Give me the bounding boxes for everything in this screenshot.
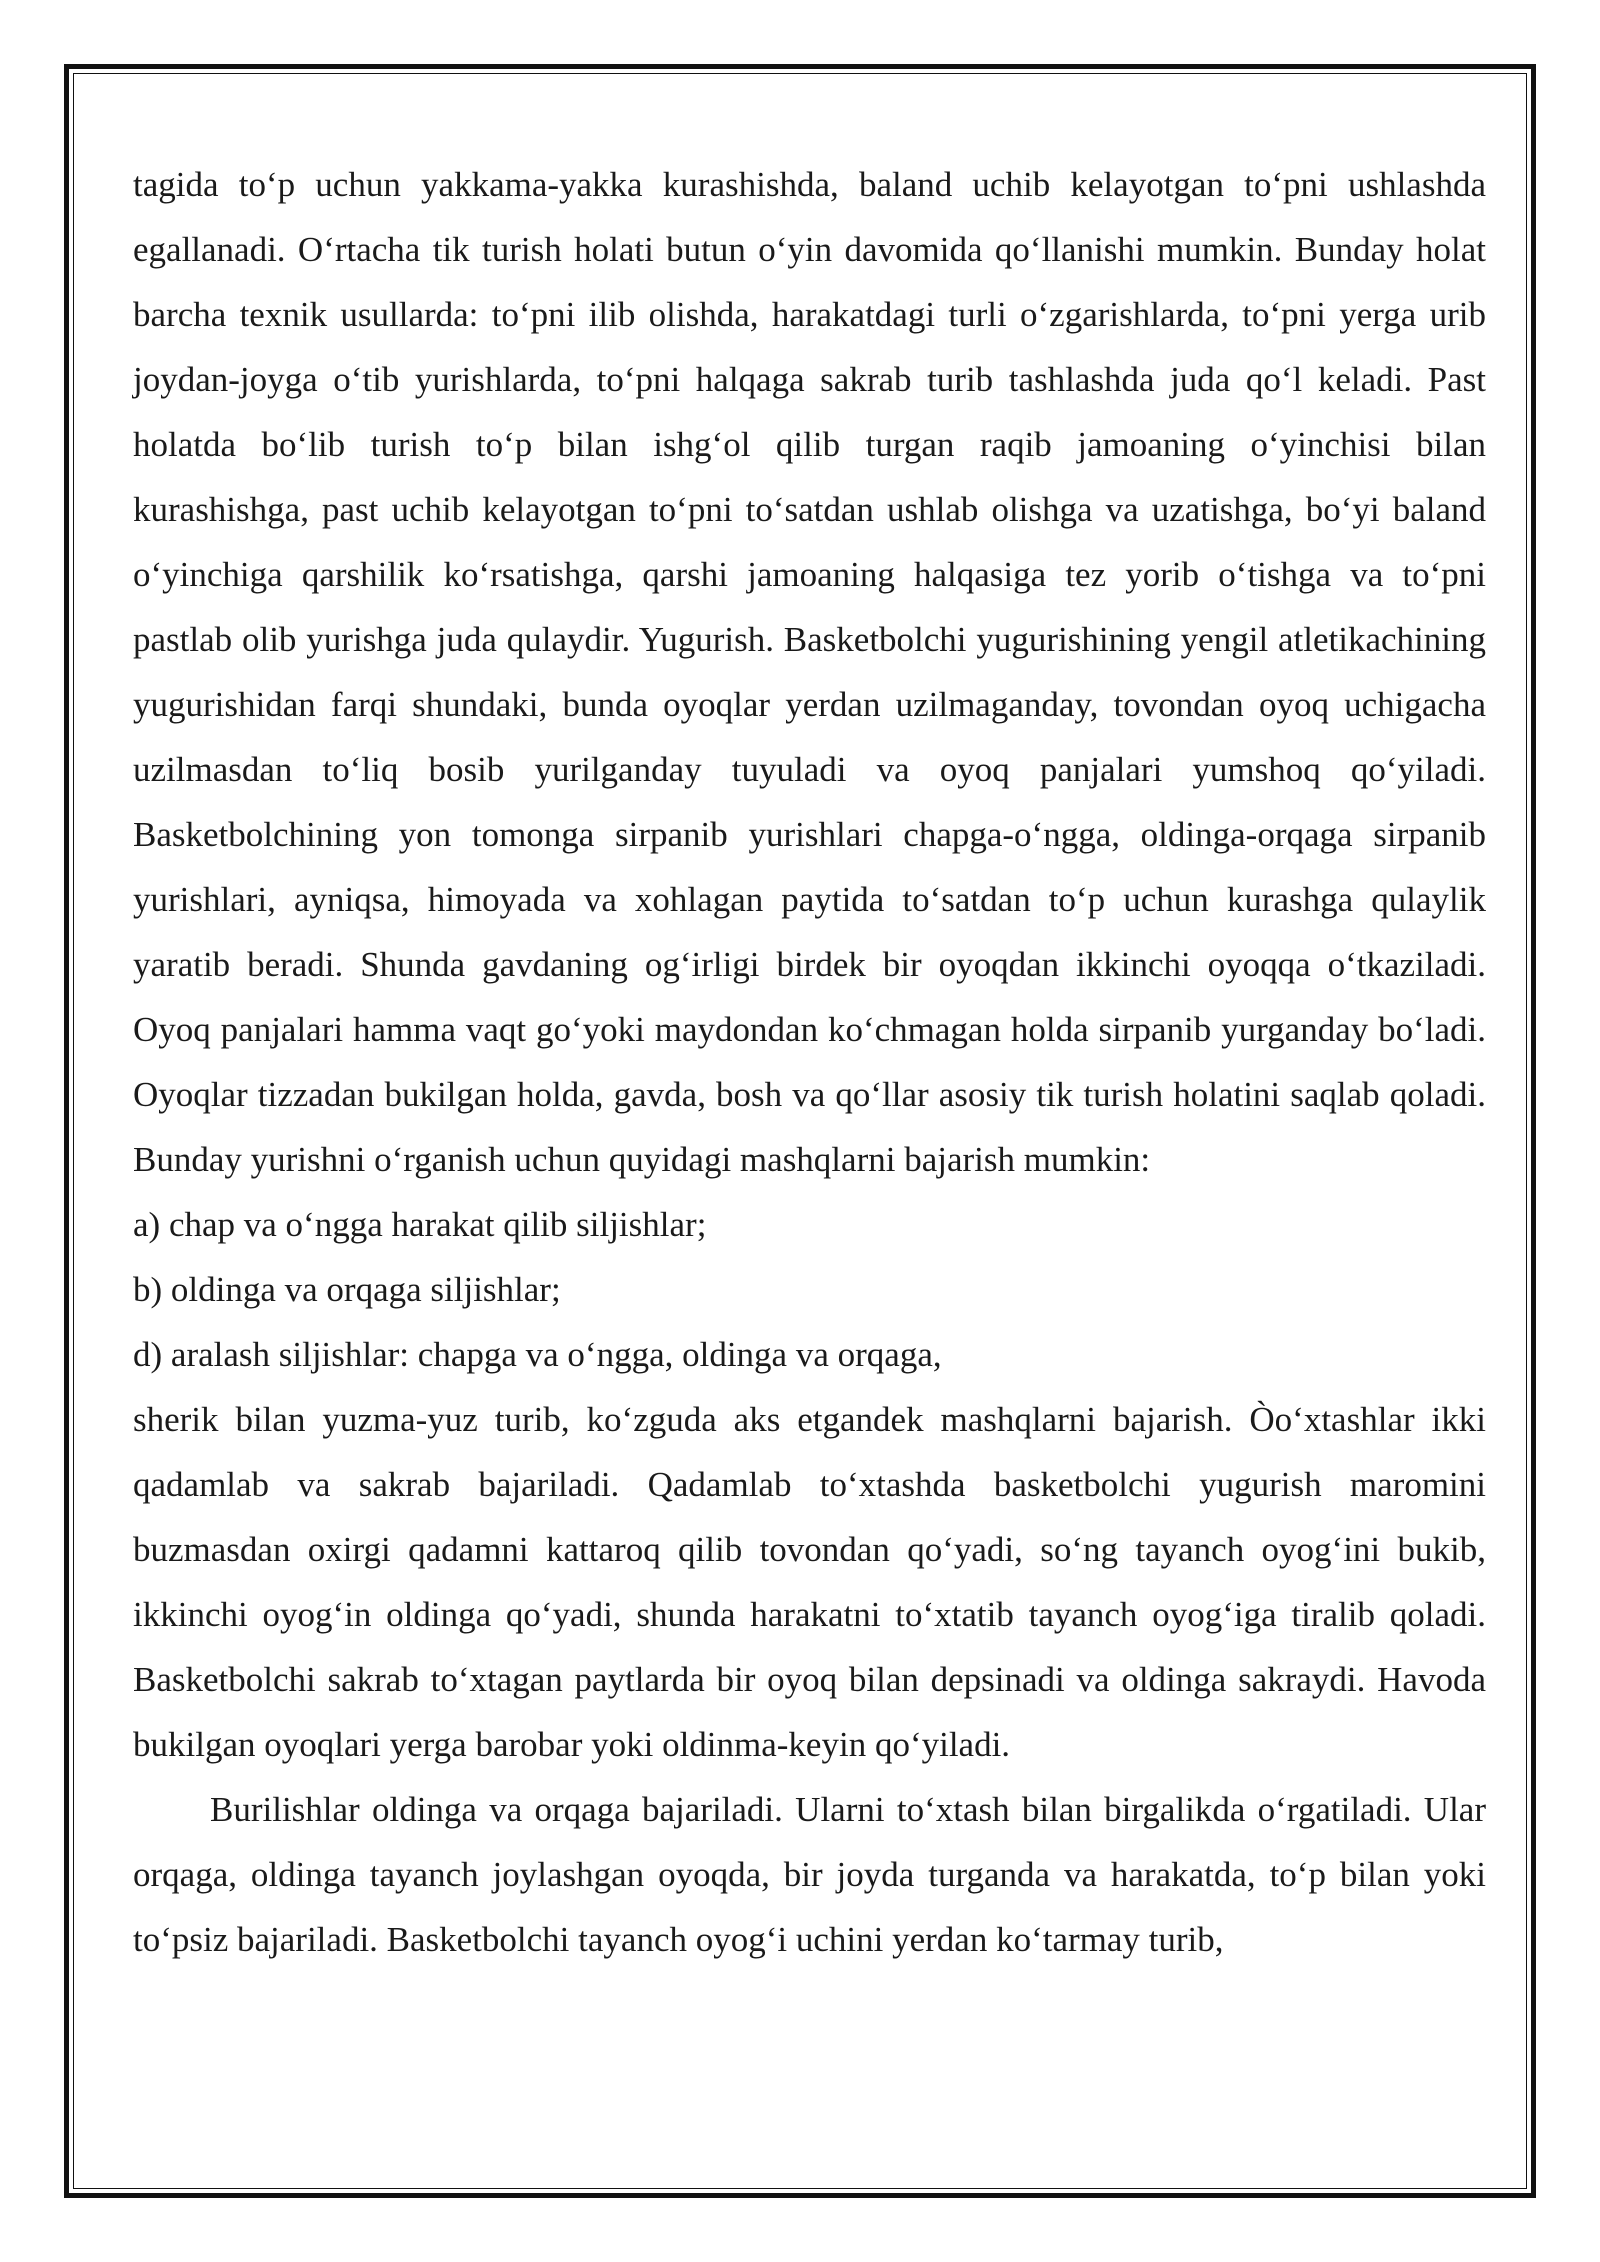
document-body <box>133 152 1486 1972</box>
list-item-b: b) oldinga va orqaga siljishlar; <box>133 1270 561 1309</box>
paragraph-turns: Burilishlar oldinga va orqaga bajariladi. Ularni to‘xtash bilan birgalikda o‘rgatiladi. Ular orqaga, oldinga tayanch joylashgan oyoqda, bir joyda turganda va harakatda, to‘p bilan yoki to‘psiz bajariladi. Basketbolchi tayanch oyog‘i uchini yerdan ko‘tarmay turib, <box>133 1790 1486 1959</box>
paragraph-stance-and-running: tagida to‘p uchun yakkama-yakka kurashishda, baland uchib kelayotgan to‘pni ushlashda egallanadi. O‘rtacha tik turish holati butun o‘yin davomida qo‘llanishi mumkin. Bunday holat barcha texnik usullarda: to‘pni ilib olishda, harakatdagi turli o‘zgarishlarda, to‘pni yerga urib joydan-joyga o‘tib yurishlarda, to‘pni halqaga sakrab turib tashlashda juda qo‘l keladi. Past holatda bo‘lib turish to‘p bilan ishg‘ol qilib turgan raqib jamoaning o‘yinchisi bilan kurashishga, past uchib kelayotgan to‘pni to‘satdan ushlab olishga va uzatishga, bo‘yi baland o‘yinchiga qarshilik ko‘rsatishga, qarshi jamoaning halqasiga tez yorib o‘tishga va to‘pni pastlab olib yurishga juda qulaydir. Yugurish. Basketbolchi yugurishining yengil atletikachining yugurishidan farqi shundaki, bunda oyoqlar yerdan uzilmaganday, tovondan oyoq uchigacha uzilmasdan to‘liq bosib yurilganday tuyuladi va oyoq panjalari yumshoq qo‘yiladi. Basketbolchining yon tomonga sirpanib yurishlari chapga-o‘ngga, oldinga-orqaga sirpanib yurishlari, ayniqsa, himoyada va xohlagan paytida to‘satdan to‘p uchun kurashga qulaylik yaratib beradi. Shunda gavdaning og‘irligi birdek bir oyoqdan ikkinchi oyoqqa o‘tkaziladi. Oyoq panjalari hamma vaqt go‘yoki maydondan ko‘chmagan holda sirpanib yurganday bo‘ladi. Oyoqlar tizzadan bukilgan holda, gavda, bosh va qo‘llar asosiy tik turish holatini saqlab qoladi. Bunday yurishni o‘rganish uchun quyidagi mashqlarni bajarish mumkin: <box>133 165 1486 1179</box>
list-item-d: d) aralash siljishlar: chapga va o‘ngga, oldinga va orqaga, <box>133 1335 942 1374</box>
paragraph-stops: sherik bilan yuzma-yuz turib, ko‘zguda aks etgandek mashqlarni bajarish. Òo‘xtashlar ikki qadamlab va sakrab bajariladi. Qadamlab to‘xtashda basketbolchi yugurish maromini buzmasdan oxirgi qadamni kattaroq qilib tovondan qo‘yadi, so‘ng tayanch oyog‘ini bukib, ikkinchi oyog‘in oldinga qo‘yadi, shunda harakatni to‘xtatib tayanch oyog‘iga tiralib qoladi. Basketbolchi sakrab to‘xtagan paytlarda bir oyoq bilan depsinadi va oldinga sakraydi. Havoda bukilgan oyoqlari yerga barobar yoki oldinma-keyin qo‘yiladi. <box>133 1400 1486 1764</box>
list-item-a: a) chap va o‘ngga harakat qilib siljishlar; <box>133 1205 707 1244</box>
